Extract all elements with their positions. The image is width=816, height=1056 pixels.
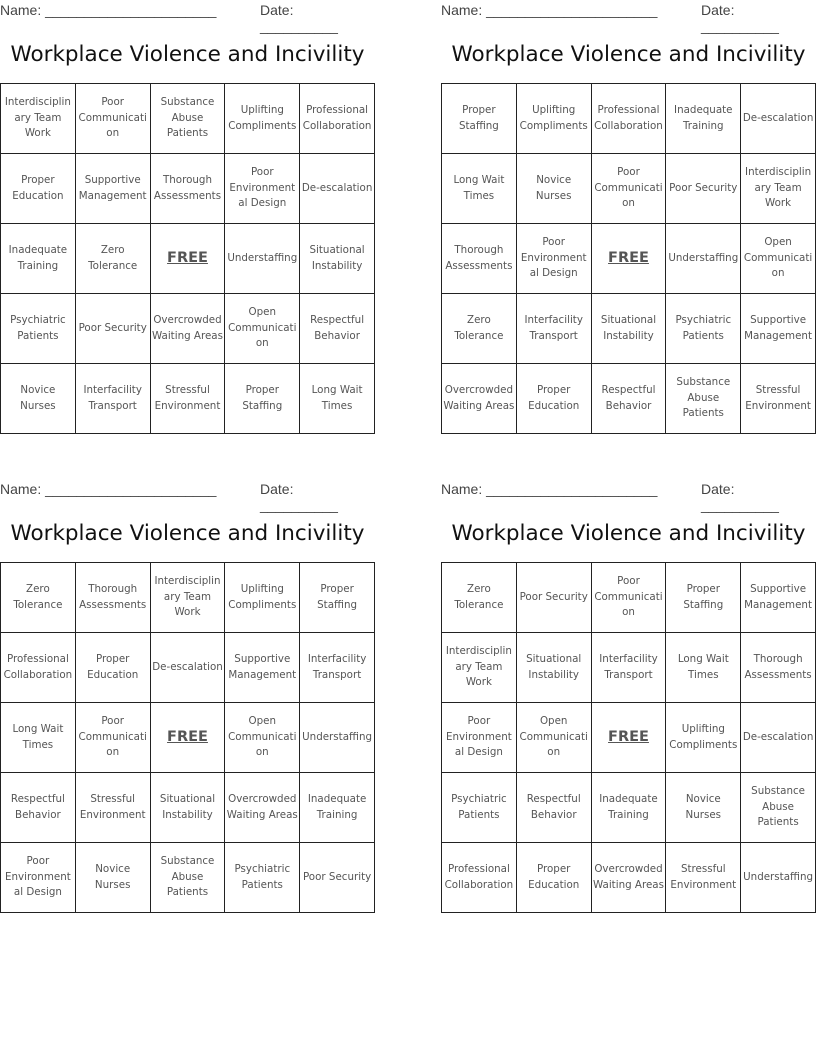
bingo-cell: Open Communication [225, 703, 300, 773]
bingo-cell: Uplifting Compliments [517, 84, 592, 154]
bingo-cell: Overcrowded Waiting Areas [442, 364, 517, 434]
bingo-cell: Uplifting Compliments [225, 563, 300, 633]
bingo-cell: Situational Instability [151, 773, 226, 843]
bingo-cell: Poor Communication [76, 84, 151, 154]
bingo-grid [0, 83, 375, 434]
bingo-cell: Proper Education [517, 843, 592, 913]
bingo-cell: Poor Environmental Design [225, 154, 300, 224]
name-date-line [0, 479, 375, 513]
bingo-cell: Situational Instability [517, 633, 592, 703]
bingo-grid [441, 83, 816, 434]
date-field-label: Date: __________ [701, 2, 779, 34]
bingo-cell: Inadequate Training [1, 224, 76, 294]
bingo-cell: Understaffing [300, 703, 375, 773]
bingo-cell: Thorough Assessments [76, 563, 151, 633]
bingo-cell: Understaffing [741, 843, 816, 913]
name-field-label: Name: ______________________ [0, 481, 217, 497]
bingo-cell: Thorough Assessments [151, 154, 226, 224]
bingo-card-3 [0, 479, 375, 899]
bingo-cell: Proper Education [517, 364, 592, 434]
bingo-cell: Zero Tolerance [442, 563, 517, 633]
bingo-cell: Psychiatric Patients [442, 773, 517, 843]
bingo-cell: Overcrowded Waiting Areas [151, 294, 226, 364]
bingo-cell: Uplifting Compliments [666, 703, 741, 773]
bingo-cell: Poor Security [666, 154, 741, 224]
free-space: FREE [151, 703, 226, 773]
name-field-label: Name: ______________________ [441, 2, 658, 18]
bingo-cell: Zero Tolerance [442, 294, 517, 364]
bingo-cell: Open Communication [225, 294, 300, 364]
bingo-cell: Interdisciplinary Team Work [151, 563, 226, 633]
bingo-cell: Proper Staffing [225, 364, 300, 434]
bingo-cell: Zero Tolerance [1, 563, 76, 633]
bingo-cell: Supportive Management [741, 563, 816, 633]
bingo-cell: Understaffing [225, 224, 300, 294]
bingo-cell: Situational Instability [300, 224, 375, 294]
name-date-line [441, 479, 816, 513]
bingo-cell: Long Wait Times [442, 154, 517, 224]
name-date-line [0, 0, 375, 34]
bingo-cell: Long Wait Times [300, 364, 375, 434]
bingo-cell: Supportive Management [76, 154, 151, 224]
bingo-cell: Interfacility Transport [517, 294, 592, 364]
bingo-cell: Poor Environmental Design [442, 703, 517, 773]
bingo-cell: Proper Staffing [666, 563, 741, 633]
bingo-cell: De-escalation [741, 84, 816, 154]
bingo-card-2 [441, 0, 816, 420]
bingo-grid [441, 562, 816, 913]
bingo-cell: Respectful Behavior [517, 773, 592, 843]
bingo-cell: Novice Nurses [517, 154, 592, 224]
bingo-cell: Inadequate Training [666, 84, 741, 154]
card-title: Workplace Violence and Incivility [451, 521, 806, 546]
bingo-card-1 [0, 0, 375, 412]
name-date-line [441, 0, 816, 34]
bingo-cell: Interdisciplinary Team Work [1, 84, 76, 154]
bingo-cell: Supportive Management [741, 294, 816, 364]
bingo-cell: Poor Communication [592, 563, 667, 633]
bingo-cell: Supportive Management [225, 633, 300, 703]
bingo-cell: Psychiatric Patients [1, 294, 76, 364]
bingo-grid [0, 562, 375, 913]
date-field-label: Date: __________ [260, 481, 338, 513]
bingo-cell: Poor Environmental Design [517, 224, 592, 294]
bingo-cell: Interdisciplinary Team Work [741, 154, 816, 224]
bingo-cell: Professional Collaboration [300, 84, 375, 154]
bingo-cell: Substance Abuse Patients [741, 773, 816, 843]
bingo-cell: Proper Education [76, 633, 151, 703]
bingo-cell: Stressful Environment [151, 364, 226, 434]
bingo-cell: Long Wait Times [1, 703, 76, 773]
bingo-card-4 [441, 479, 816, 891]
bingo-cell: Interfacility Transport [300, 633, 375, 703]
bingo-cell: Poor Security [517, 563, 592, 633]
bingo-cell: Psychiatric Patients [225, 843, 300, 913]
bingo-cell: Interdisciplinary Team Work [442, 633, 517, 703]
bingo-cell: Substance Abuse Patients [151, 84, 226, 154]
bingo-cell: Substance Abuse Patients [151, 843, 226, 913]
bingo-cell: Poor Communication [592, 154, 667, 224]
bingo-cell: Open Communication [741, 224, 816, 294]
card-title: Workplace Violence and Incivility [451, 42, 806, 67]
bingo-cell: Poor Communication [76, 703, 151, 773]
bingo-cell: Respectful Behavior [1, 773, 76, 843]
bingo-cell: Professional Collaboration [1, 633, 76, 703]
bingo-cell: Thorough Assessments [442, 224, 517, 294]
bingo-cell: Novice Nurses [666, 773, 741, 843]
bingo-cell: Stressful Environment [741, 364, 816, 434]
bingo-cell: Respectful Behavior [592, 364, 667, 434]
bingo-cell: Understaffing [666, 224, 741, 294]
bingo-cell: Thorough Assessments [741, 633, 816, 703]
bingo-cell: Substance Abuse Patients [666, 364, 741, 434]
free-space: FREE [592, 703, 667, 773]
bingo-cell: Poor Security [76, 294, 151, 364]
bingo-cell: Stressful Environment [76, 773, 151, 843]
bingo-cell: Poor Environmental Design [1, 843, 76, 913]
name-field-label: Name: ______________________ [0, 2, 217, 18]
bingo-cell: Novice Nurses [76, 843, 151, 913]
bingo-cell: Situational Instability [592, 294, 667, 364]
bingo-cell: Overcrowded Waiting Areas [592, 843, 667, 913]
bingo-cell: Proper Staffing [442, 84, 517, 154]
card-title: Workplace Violence and Incivility [10, 521, 365, 546]
bingo-cell: Stressful Environment [666, 843, 741, 913]
bingo-cell: Long Wait Times [666, 633, 741, 703]
bingo-cell: Psychiatric Patients [666, 294, 741, 364]
bingo-cell: De-escalation [300, 154, 375, 224]
bingo-cell: Inadequate Training [592, 773, 667, 843]
bingo-cell: De-escalation [741, 703, 816, 773]
bingo-cell: Professional Collaboration [442, 843, 517, 913]
free-space: FREE [592, 224, 667, 294]
bingo-cell: Uplifting Compliments [225, 84, 300, 154]
bingo-cell: Interfacility Transport [76, 364, 151, 434]
bingo-cell: De-escalation [151, 633, 226, 703]
bingo-cell: Proper Staffing [300, 563, 375, 633]
bingo-cell: Proper Education [1, 154, 76, 224]
bingo-cell: Open Communication [517, 703, 592, 773]
bingo-cell: Overcrowded Waiting Areas [225, 773, 300, 843]
free-space: FREE [151, 224, 226, 294]
name-field-label: Name: ______________________ [441, 481, 658, 497]
card-title: Workplace Violence and Incivility [10, 42, 365, 67]
bingo-cell: Professional Collaboration [592, 84, 667, 154]
bingo-cell: Interfacility Transport [592, 633, 667, 703]
bingo-cell: Poor Security [300, 843, 375, 913]
bingo-cell: Novice Nurses [1, 364, 76, 434]
bingo-cell: Respectful Behavior [300, 294, 375, 364]
date-field-label: Date: __________ [260, 2, 338, 34]
bingo-cell: Inadequate Training [300, 773, 375, 843]
date-field-label: Date: __________ [701, 481, 779, 513]
bingo-cell: Zero Tolerance [76, 224, 151, 294]
